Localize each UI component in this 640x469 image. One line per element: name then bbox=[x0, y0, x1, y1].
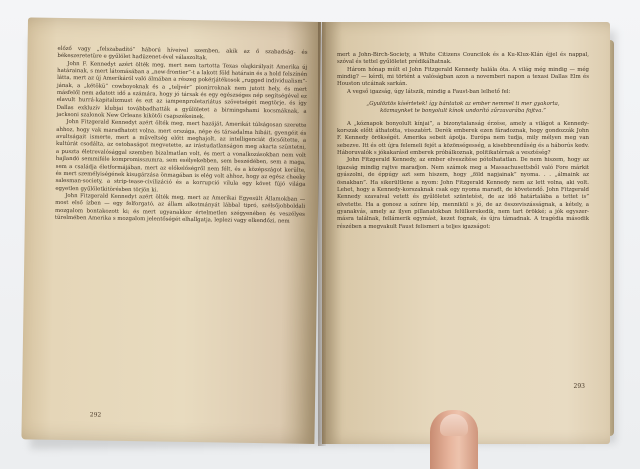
right-page bbox=[322, 22, 610, 444]
left-page bbox=[21, 17, 321, 444]
left-page-text bbox=[55, 46, 308, 226]
right-page-text bbox=[337, 52, 589, 231]
right-paragraph-6: John Fitzgerald Kennedy, az ember elveszítése pótolhatatlan. De nem hiszem, hogy az igazság mindig rajtve maradjon. Nem számok meg a Massachusettsből való Fore márkit gyászolni, de éppúgy azt sem hiszem, hogy „föld napjainak” nyoma. . . „álmaink az ösnakban”. Ha sikerültlene a nyom: John Fitzgerald Kennedy nem az lett volna, aki volt. Lehet, hogy a Kennedy-korszaknak csak egy nyoma maradt, de követendő. John Fitzgerald Kennedy szavaival vetett és gyűlöletet szüntetést, de az idő határtalába a tettet is” elvetette. Ha a gonosz a színre lép, mennikül s jó, de az összeviszásságnak, a kétely, a gyanakvás, amely az ilyen pillanatokban felülkerekedik, nem tart örökké; a jók egyszer-másra találnak, fellámerik egymást, kezet fognak, és újra támadnak. A tragédia második részében a megvakult Faust felismeri a teljes igazságot: bbox=[337, 157, 589, 230]
left-paragraph-4: John Fitzgerald Kennedyt azért ölték meg, mert az Amerikai Egyesült Államokban — most első ízben — egy felforgató, az állam alkotmányát lábbal tipró, szélsőjobboldali mozgalom bontakozott ki; és mert ugyanakkor értelmetlen szégyenében és veszélyes türelmében Amerika s mozgalom jelentőségét elhallgatja, leplezi vagy elkendőzi, nem bbox=[54, 192, 306, 225]
right-paragraph-5: A „kóznapok bonyolult kínjai”, a bizonytalanság érzése, amely a világot a Kennedy-korszak előtt áthatotta, visszatért. Derék emberek ezen fáradoznak, hogy gondozzák John F. Kennedy örökségét. Amerika sebeit ápolja. Európa nem tudja, mily mélyen meg van sebezve. Itt és ott újra felemeli fejét a közönségesség, a kisebbrendűség és a háborús kedv. Háboruvalók s jókakarásd emberek próbálkoznak, politikatérnak a vesztéség? bbox=[337, 120, 589, 157]
left-paragraph-3: John Fitzgerald Kennedyt azért ölték meg, mert hazáját, Amerikát túlságosan szerette ahhoz, hogy vak maradhatott volna, mert országa, népe és társadalma hibáit, gyengéit és avultságait ismerte, mert a műveltség előtt meghajolt, az intelligenciát dicsőítette, a kultúrát csodálta, az ostobaságot megvetette, az irástudatlanságon meg akarta szüntetni, a puszta életrevalósággal szemben bizalmatlan volt, és mert a vonalkozásokban nem volt hajlandó semmiféle kompromisszumra, sem esélyekebben, sem beszédében, sem a maga, sem a családja életformájában, mert az előkelőségről nem félt, és a középszágot kerülte, és mert személyiségének kisugárzása önmagában is elég volt ahhoz, hogy az egész cheeky salesman-society, a strip-tease-civilizáció és a korrupció vilula egy követ fújó világa egyetlen gyűlöletkitörésben törjön ki. bbox=[55, 119, 307, 193]
right-page-number: 293 bbox=[573, 383, 585, 390]
right-paragraph-2: Három hónap múlt el John Fitzgerald Kennedy halála óta. A világ még mindig — még mindig? — kérdi, mi történt a valóságban azon a novemberi napon a texasi Dallas Elm és Houston utcáinak sarkán. bbox=[337, 66, 589, 88]
left-paragraph-2: John F. Kennedyt azért ölték meg, mert nem tartotta Texas olajkirályait Amerika új határainak, s mert látomásában a „new-frontier”-t a lakott föld határain és a hold felszínén látta, mert az új Amerikáról való álmában a részeg pokérjátékosok „rugged individualism”-jának, a „kétökü” cowboyoknak és a „teljvér” pionírroknak nem jutott hely, és mert másfelől nem adatott idő a számára, hogy jó társak és egy egészséges nép segítségével ez elavult hurrá-kapitalizmust és ezt az iampenproletariátus szövetségét megtörje, és így Dallas exkluzív klubjai továbbadhatták a gyűlöletet a birmingshami kocsmáknak, a jacksoni szalonok New Orleans kikötői csapszékeinek. bbox=[56, 60, 308, 121]
right-paragraph-1: mert a John-Birch-Society, a White Citizens Councilok és a Ku-Klux-Klán éjjel és nappal, szóval és tettel gyűlöletet prédikálhatnak. bbox=[337, 52, 589, 66]
right-paragraph-3: A vegső igazság, úgy látszik, mindig a Faust-ban lelhető fel: bbox=[347, 88, 511, 95]
thumbnail-nail bbox=[440, 414, 468, 436]
book-gutter bbox=[318, 22, 326, 446]
left-paragraph-1: előző vagy „felszabadító” háború híveivel szemben, akik az ő szabadság- és békeszeretetüre e gyűlölet hadüzenet-ével válaszoltak. bbox=[57, 45, 308, 62]
left-page-number: 292 bbox=[89, 411, 102, 419]
faust-quote: „Gyulöztös kísértetek! így bántatok az ember nemmel ti mer gyakorta, közmaynket te bonyolult kínok undorító zűrzavarába fojtva.” bbox=[366, 101, 560, 115]
